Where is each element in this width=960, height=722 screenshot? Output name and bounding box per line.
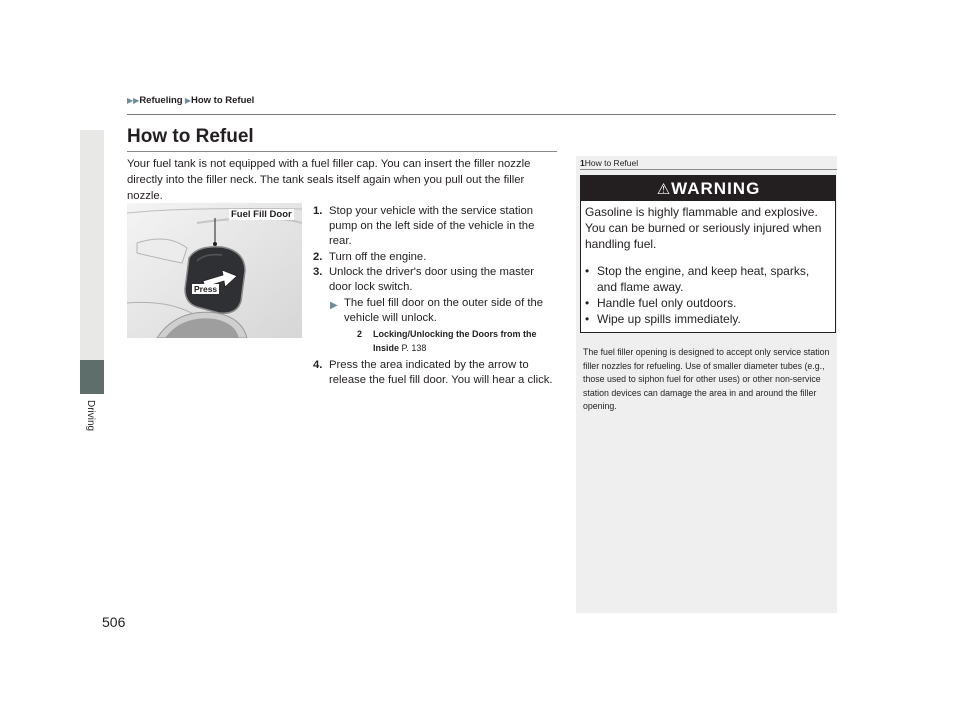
- step-text: Turn off the engine.: [329, 251, 427, 263]
- step-number: 4.: [313, 359, 323, 371]
- intro-paragraph: Your fuel tank is not equipped with a fuel filler cap. You can insert the filler nozzle directly into the filler neck. The tank seals itself again when you pull out the filler nozzle.: [127, 158, 531, 202]
- callout-fuel-fill-door: Fuel Fill Door: [231, 209, 292, 220]
- page-number: 506: [102, 614, 126, 630]
- warning-bullet: • Stop the engine, and keep heat, sparks, and flame away.: [585, 263, 831, 295]
- warning-bullet-list: [585, 263, 831, 327]
- header-divider: [127, 114, 836, 115]
- breadcrumb-arrow-icon: ▶▶: [127, 96, 140, 105]
- breadcrumb: [127, 95, 254, 106]
- step-text: Press the area indicated by the arrow to release the fuel fill door. You will hear a click.: [329, 359, 553, 386]
- page-title: How to Refuel: [127, 126, 254, 147]
- sidebar-divider: [580, 169, 837, 170]
- substep-text: The fuel fill door on the outer side of the vehicle will unlock.: [344, 297, 544, 324]
- breadcrumb-item-how-to-refuel[interactable]: How to Refuel: [190, 95, 255, 106]
- cross-reference-title: Locking/Unlocking the Doors from the Inside: [373, 329, 537, 353]
- side-tab-label: Driving: [85, 400, 96, 432]
- callout-press: Press: [194, 284, 218, 294]
- title-divider: [127, 151, 557, 152]
- step-number: 1.: [313, 205, 323, 217]
- substep-arrow-icon: ▶: [330, 300, 338, 311]
- step-text: Stop your vehicle with the service station pump on the left side of the vehicle in the rear.: [329, 205, 535, 247]
- sidebar-heading: 1How to Refuel: [580, 158, 639, 168]
- warning-title: ⚠WARNING: [656, 179, 761, 198]
- breadcrumb-item-refueling[interactable]: Refueling: [139, 95, 183, 106]
- cross-reference-icon: 2: [357, 329, 363, 339]
- side-tab-marker: [80, 360, 104, 394]
- side-tab-track: [80, 130, 104, 360]
- warning-triangle-icon: ⚠: [656, 181, 672, 198]
- step-text: Unlock the driver's door using the master door lock switch.: [329, 266, 534, 293]
- step-number: 3.: [313, 266, 323, 278]
- breadcrumb-arrow-icon: ▶: [182, 96, 191, 105]
- sidebar-note: The fuel filler opening is designed to accept only service station filler nozzles for refueling. Use of smaller diameter tubes (e.g., those used to siphon fuel for other uses) or other non-service station devices can damage the area in and around the filler opening.: [583, 347, 830, 411]
- step-number: 2.: [313, 251, 323, 263]
- warning-text: Gasoline is highly flammable and explosive. You can be burned or seriously injured when handling fuel.: [585, 205, 822, 251]
- fuel-door-illustration: [127, 203, 302, 338]
- warning-bullet: • Handle fuel only outdoors.: [585, 295, 831, 311]
- warning-bullet: • Wipe up spills immediately.: [585, 311, 831, 327]
- note-marker-icon: 1: [580, 158, 585, 168]
- cross-reference-page: P. 138: [401, 343, 427, 353]
